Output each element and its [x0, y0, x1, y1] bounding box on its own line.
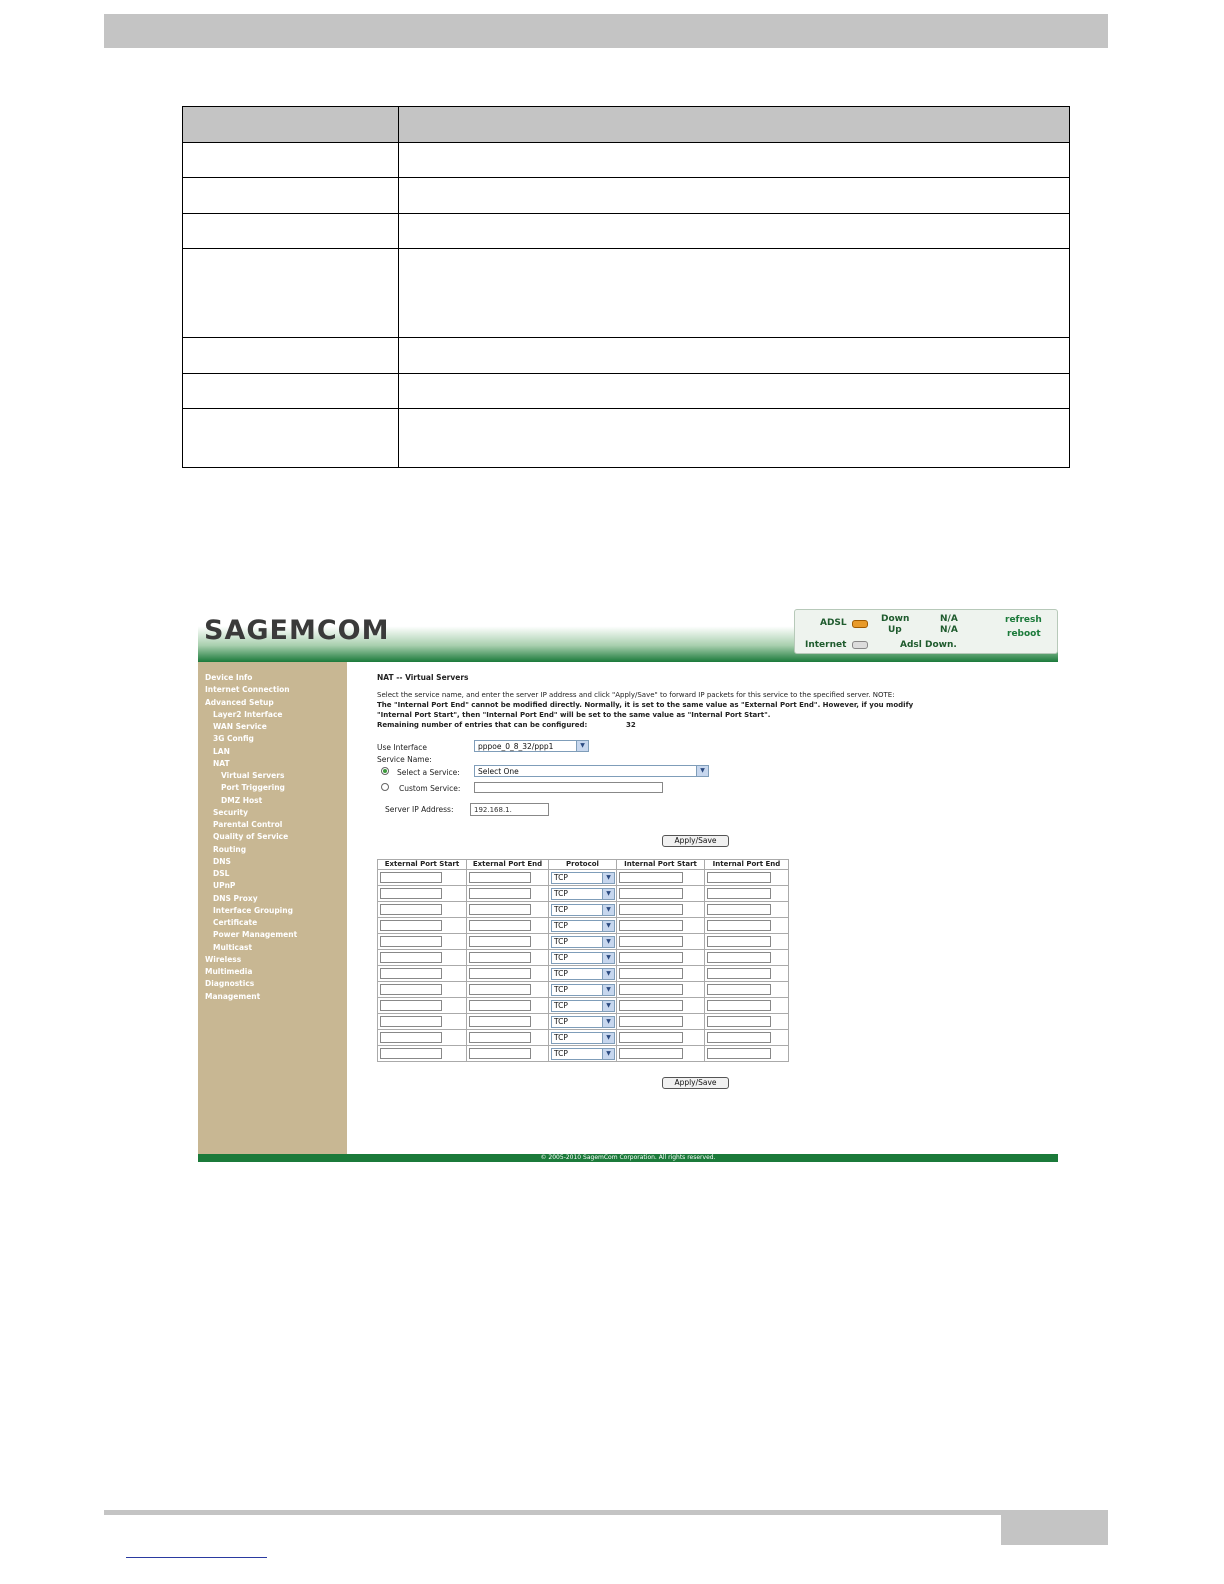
port-table-header [378, 860, 789, 870]
select-service-label: Select a Service: [397, 768, 460, 777]
internet-led-icon [852, 641, 868, 649]
port-cell [705, 918, 789, 934]
table-row [183, 214, 1070, 249]
use-interface-select[interactable] [474, 740, 589, 752]
port-cell [705, 902, 789, 918]
down-value: N/A [940, 614, 958, 624]
table-row [183, 374, 1070, 409]
port-input[interactable] [707, 1048, 771, 1059]
sidebar-item[interactable]: Advanced Setup [205, 697, 274, 707]
port-cell [617, 918, 705, 934]
table-row [183, 143, 1070, 178]
port-input[interactable] [380, 1048, 442, 1059]
port-input[interactable] [469, 984, 531, 995]
port-cell [617, 1046, 705, 1062]
protocol-value: TCP [554, 873, 568, 882]
port-input[interactable] [469, 904, 531, 915]
sidebar-item[interactable]: LAN [213, 746, 230, 756]
port-row [378, 902, 789, 918]
port-input[interactable] [380, 1000, 442, 1011]
port-cell [467, 950, 549, 966]
port-cell [549, 1046, 617, 1062]
port-input[interactable] [619, 936, 683, 947]
protocol-value: TCP [554, 985, 568, 994]
protocol-value: TCP [554, 969, 568, 978]
sidebar-item[interactable]: Multicast [213, 942, 253, 952]
port-cell [467, 1030, 549, 1046]
chevron-down-icon: ▼ [602, 1017, 614, 1027]
port-input[interactable] [707, 920, 771, 931]
port-input[interactable] [707, 904, 771, 915]
port-input[interactable] [619, 1016, 683, 1027]
sidebar-item[interactable]: WAN Service [213, 722, 267, 731]
port-row [378, 982, 789, 998]
port-input[interactable] [469, 1032, 531, 1043]
port-input[interactable] [707, 1000, 771, 1011]
sidebar-item[interactable]: DNS Proxy [213, 893, 258, 903]
router-body [198, 662, 1058, 1154]
chevron-down-icon: ▼ [602, 1001, 614, 1011]
port-input[interactable] [380, 1032, 442, 1043]
port-cell [617, 966, 705, 982]
port-cell [467, 918, 549, 934]
chevron-down-icon: ▼ [602, 873, 614, 883]
remaining-label: Remaining number of entries that can be configured: [377, 721, 588, 729]
port-cell [467, 870, 549, 886]
port-input[interactable] [380, 904, 442, 915]
port-cell [378, 982, 467, 998]
port-cell [467, 1014, 549, 1030]
port-input[interactable] [380, 936, 442, 947]
port-input[interactable] [707, 968, 771, 979]
port-cell [467, 982, 549, 998]
select-service-radio[interactable] [381, 767, 389, 775]
port-cell [378, 886, 467, 902]
protocol-select[interactable] [551, 920, 615, 932]
sidebar-item[interactable]: Management [205, 991, 261, 1001]
page-number-box [1001, 1510, 1108, 1545]
refresh-link[interactable]: refresh [1005, 615, 1042, 625]
port-cell [467, 966, 549, 982]
sidebar-item[interactable]: Security [213, 807, 249, 817]
port-input[interactable] [380, 872, 442, 883]
port-input[interactable] [619, 984, 683, 995]
sidebar-item[interactable]: Port Triggering [221, 783, 285, 793]
port-cell [617, 902, 705, 918]
port-input[interactable] [707, 952, 771, 963]
port-input[interactable] [469, 888, 531, 899]
protocol-select[interactable] [551, 904, 615, 916]
port-input[interactable] [469, 952, 531, 963]
port-input[interactable] [380, 920, 442, 931]
port-cell [467, 902, 549, 918]
sidebar-item[interactable]: Certificate [213, 918, 258, 927]
port-cell [549, 870, 617, 886]
port-input[interactable] [380, 1016, 442, 1027]
port-input[interactable] [707, 872, 771, 883]
sidebar-item[interactable]: Routing [213, 844, 247, 854]
port-cell [617, 870, 705, 886]
sidebar-item[interactable]: UPnP [213, 881, 236, 891]
protocol-select[interactable] [551, 952, 615, 964]
port-row [378, 998, 789, 1014]
intro-note: The "Internal Port End" cannot be modified directly. Normally, it is set to the same value as "External Port End". However, if you modify [377, 701, 914, 709]
port-cell [378, 870, 467, 886]
port-cell [467, 998, 549, 1014]
sidebar-item[interactable]: Multimedia [205, 967, 253, 976]
port-input[interactable] [707, 984, 771, 995]
chevron-down-icon: ▼ [602, 889, 614, 899]
sidebar-item[interactable]: Device Info [205, 673, 253, 682]
use-interface-label: Use Interface [377, 743, 427, 752]
port-row [378, 918, 789, 934]
intro-text: Select the service name, and enter the server IP address and click "Apply/Save" to forward IP packets for this service to the specified server. NOTE: [377, 691, 895, 699]
port-cell [549, 902, 617, 918]
port-cell [617, 982, 705, 998]
port-row [378, 1046, 789, 1062]
service-name-label: Service Name: [377, 755, 432, 764]
port-input[interactable] [469, 920, 531, 931]
port-row [378, 1030, 789, 1046]
protocol-value: TCP [554, 889, 568, 898]
use-interface-value: pppoe_0_8_32/ppp1 [478, 742, 554, 751]
parameter-table [182, 106, 1070, 468]
port-input[interactable] [619, 888, 683, 899]
protocol-select[interactable] [551, 1048, 615, 1060]
port-input[interactable] [469, 936, 531, 947]
port-input[interactable] [380, 952, 442, 963]
col-protocol: Protocol [549, 860, 617, 870]
service-select[interactable] [474, 765, 709, 777]
chevron-down-icon: ▼ [602, 921, 614, 931]
chevron-down-icon: ▼ [602, 905, 614, 915]
port-cell [549, 886, 617, 902]
port-input[interactable] [469, 1048, 531, 1059]
port-cell [549, 1014, 617, 1030]
router-header [198, 607, 1058, 662]
port-input[interactable] [619, 968, 683, 979]
adsl-label: ADSL [820, 618, 847, 628]
protocol-value: TCP [554, 1001, 568, 1010]
port-cell [378, 998, 467, 1014]
server-ip-label: Server IP Address: [385, 805, 454, 814]
port-cell [549, 918, 617, 934]
port-cell [705, 998, 789, 1014]
port-cell [378, 966, 467, 982]
table-row [183, 409, 1070, 468]
sidebar-item[interactable]: Parental Control [213, 820, 283, 829]
custom-service-radio[interactable] [381, 783, 389, 791]
protocol-select[interactable] [551, 1032, 615, 1044]
protocol-select[interactable] [551, 936, 615, 948]
port-cell [705, 950, 789, 966]
col-external-port-start: External Port Start [378, 860, 467, 870]
protocol-select[interactable] [551, 984, 615, 996]
internet-label: Internet [805, 640, 847, 650]
port-input[interactable] [619, 952, 683, 963]
port-cell [467, 1046, 549, 1062]
chevron-down-icon: ▼ [576, 741, 588, 751]
port-cell [705, 1014, 789, 1030]
chevron-down-icon: ▼ [602, 953, 614, 963]
port-input[interactable] [707, 936, 771, 947]
port-row [378, 950, 789, 966]
port-input[interactable] [619, 1048, 683, 1059]
protocol-value: TCP [554, 1049, 568, 1058]
sidebar-menu [198, 662, 347, 1154]
port-input[interactable] [619, 1032, 683, 1043]
port-cell [549, 982, 617, 998]
port-row [378, 870, 789, 886]
apply-save-button[interactable]: Apply/Save [662, 835, 729, 847]
port-input[interactable] [380, 888, 442, 899]
port-input[interactable] [619, 872, 683, 883]
port-cell [617, 1030, 705, 1046]
chevron-down-icon: ▼ [602, 937, 614, 947]
remaining-value: 32 [626, 721, 636, 729]
chevron-down-icon: ▼ [602, 969, 614, 979]
protocol-value: TCP [554, 921, 568, 930]
port-cell [705, 966, 789, 982]
port-input[interactable] [619, 904, 683, 915]
port-cell [549, 1030, 617, 1046]
port-cell [378, 1014, 467, 1030]
port-cell [617, 886, 705, 902]
table-row [183, 338, 1070, 374]
custom-service-input[interactable] [474, 782, 663, 793]
page-header-band [104, 14, 1108, 48]
port-input[interactable] [707, 888, 771, 899]
port-input[interactable] [469, 968, 531, 979]
reboot-link[interactable]: reboot [1007, 629, 1041, 639]
port-cell [705, 1046, 789, 1062]
sidebar-item[interactable]: Diagnostics [205, 979, 255, 989]
port-input[interactable] [380, 968, 442, 979]
table-row [183, 249, 1070, 338]
port-row [378, 1014, 789, 1030]
page-title: NAT -- Virtual Servers [377, 673, 469, 682]
protocol-value: TCP [554, 953, 568, 962]
port-input[interactable] [707, 1032, 771, 1043]
port-input[interactable] [469, 1016, 531, 1027]
chevron-down-icon: ▼ [602, 1049, 614, 1059]
sidebar-item[interactable]: Internet Connection [205, 685, 290, 695]
up-value: N/A [940, 625, 958, 635]
table-row [183, 178, 1070, 214]
protocol-value: TCP [554, 1017, 568, 1026]
custom-service-label: Custom Service: [399, 784, 461, 793]
router-footer: © 2005-2010 SagemCom Corporation. All rights reserved. [198, 1154, 1058, 1162]
port-table [377, 859, 789, 1062]
chevron-down-icon: ▼ [602, 985, 614, 995]
port-row [378, 934, 789, 950]
sidebar-item[interactable]: Layer2 Interface [213, 709, 283, 719]
sidebar-item[interactable]: Wireless [205, 954, 242, 964]
port-input[interactable] [619, 920, 683, 931]
sidebar-item[interactable]: DSL [213, 869, 230, 878]
chevron-down-icon: ▼ [696, 766, 708, 776]
port-cell [467, 934, 549, 950]
port-cell [617, 934, 705, 950]
server-ip-input[interactable]: 192.168.1. [470, 803, 549, 816]
status-panel [794, 609, 1058, 654]
page-footer-line [104, 1510, 1001, 1515]
protocol-select[interactable] [551, 1016, 615, 1028]
port-cell [705, 1030, 789, 1046]
sagemcom-logo: SAGEMCOM [204, 615, 390, 646]
service-select-value: Select One [478, 767, 519, 776]
sidebar-item[interactable]: Interface Grouping [213, 905, 293, 915]
port-cell [378, 1046, 467, 1062]
main-content [347, 662, 1058, 1154]
port-cell [705, 886, 789, 902]
table-header-row [183, 107, 1070, 143]
port-row [378, 886, 789, 902]
sidebar-item[interactable]: DNS [213, 856, 231, 866]
up-label: Up [888, 625, 902, 635]
port-row [378, 966, 789, 982]
protocol-select[interactable] [551, 1000, 615, 1012]
col-external-port-end: External Port End [467, 860, 549, 870]
chevron-down-icon: ▼ [602, 1033, 614, 1043]
apply-save-button-bottom[interactable]: Apply/Save [662, 1077, 729, 1089]
port-cell [378, 934, 467, 950]
col-internal-port-start: Internal Port Start [617, 860, 705, 870]
port-cell [705, 934, 789, 950]
port-cell [378, 1030, 467, 1046]
port-cell [617, 950, 705, 966]
sidebar-item[interactable]: Quality of Service [213, 832, 289, 842]
intro-note-2: "Internal Port Start", then "Internal Port End" will be set to the same value as "Internal Port Start". [377, 711, 771, 719]
adsl-led-icon [852, 620, 868, 628]
port-cell [549, 998, 617, 1014]
protocol-select[interactable] [551, 968, 615, 980]
port-input[interactable] [469, 1000, 531, 1011]
router-screenshot [198, 607, 1058, 1162]
sidebar-item[interactable]: Virtual Servers [221, 771, 285, 780]
port-cell [549, 966, 617, 982]
protocol-value: TCP [554, 937, 568, 946]
port-cell [617, 998, 705, 1014]
port-cell [705, 870, 789, 886]
sidebar-item[interactable]: DMZ Host [221, 795, 263, 805]
port-cell [549, 950, 617, 966]
port-cell [378, 902, 467, 918]
port-cell [617, 1014, 705, 1030]
port-cell [378, 950, 467, 966]
sidebar-item[interactable]: Power Management [213, 930, 298, 940]
port-cell [705, 982, 789, 998]
down-label: Down [881, 614, 910, 624]
port-input[interactable] [469, 872, 531, 883]
protocol-select[interactable] [551, 888, 615, 900]
adsl-state: Adsl Down. [900, 640, 957, 650]
port-input[interactable] [619, 1000, 683, 1011]
port-cell [378, 918, 467, 934]
protocol-value: TCP [554, 1033, 568, 1042]
col-internal-port-end: Internal Port End [705, 860, 789, 870]
port-cell [467, 886, 549, 902]
port-input[interactable] [707, 1016, 771, 1027]
protocol-select[interactable] [551, 872, 615, 884]
protocol-value: TCP [554, 905, 568, 914]
port-cell [549, 934, 617, 950]
port-input[interactable] [380, 984, 442, 995]
sidebar-item[interactable]: NAT [213, 758, 230, 768]
port-table-body [378, 870, 789, 1062]
footnote-link-underline [126, 1557, 267, 1558]
sidebar-item[interactable]: 3G Config [213, 734, 254, 744]
